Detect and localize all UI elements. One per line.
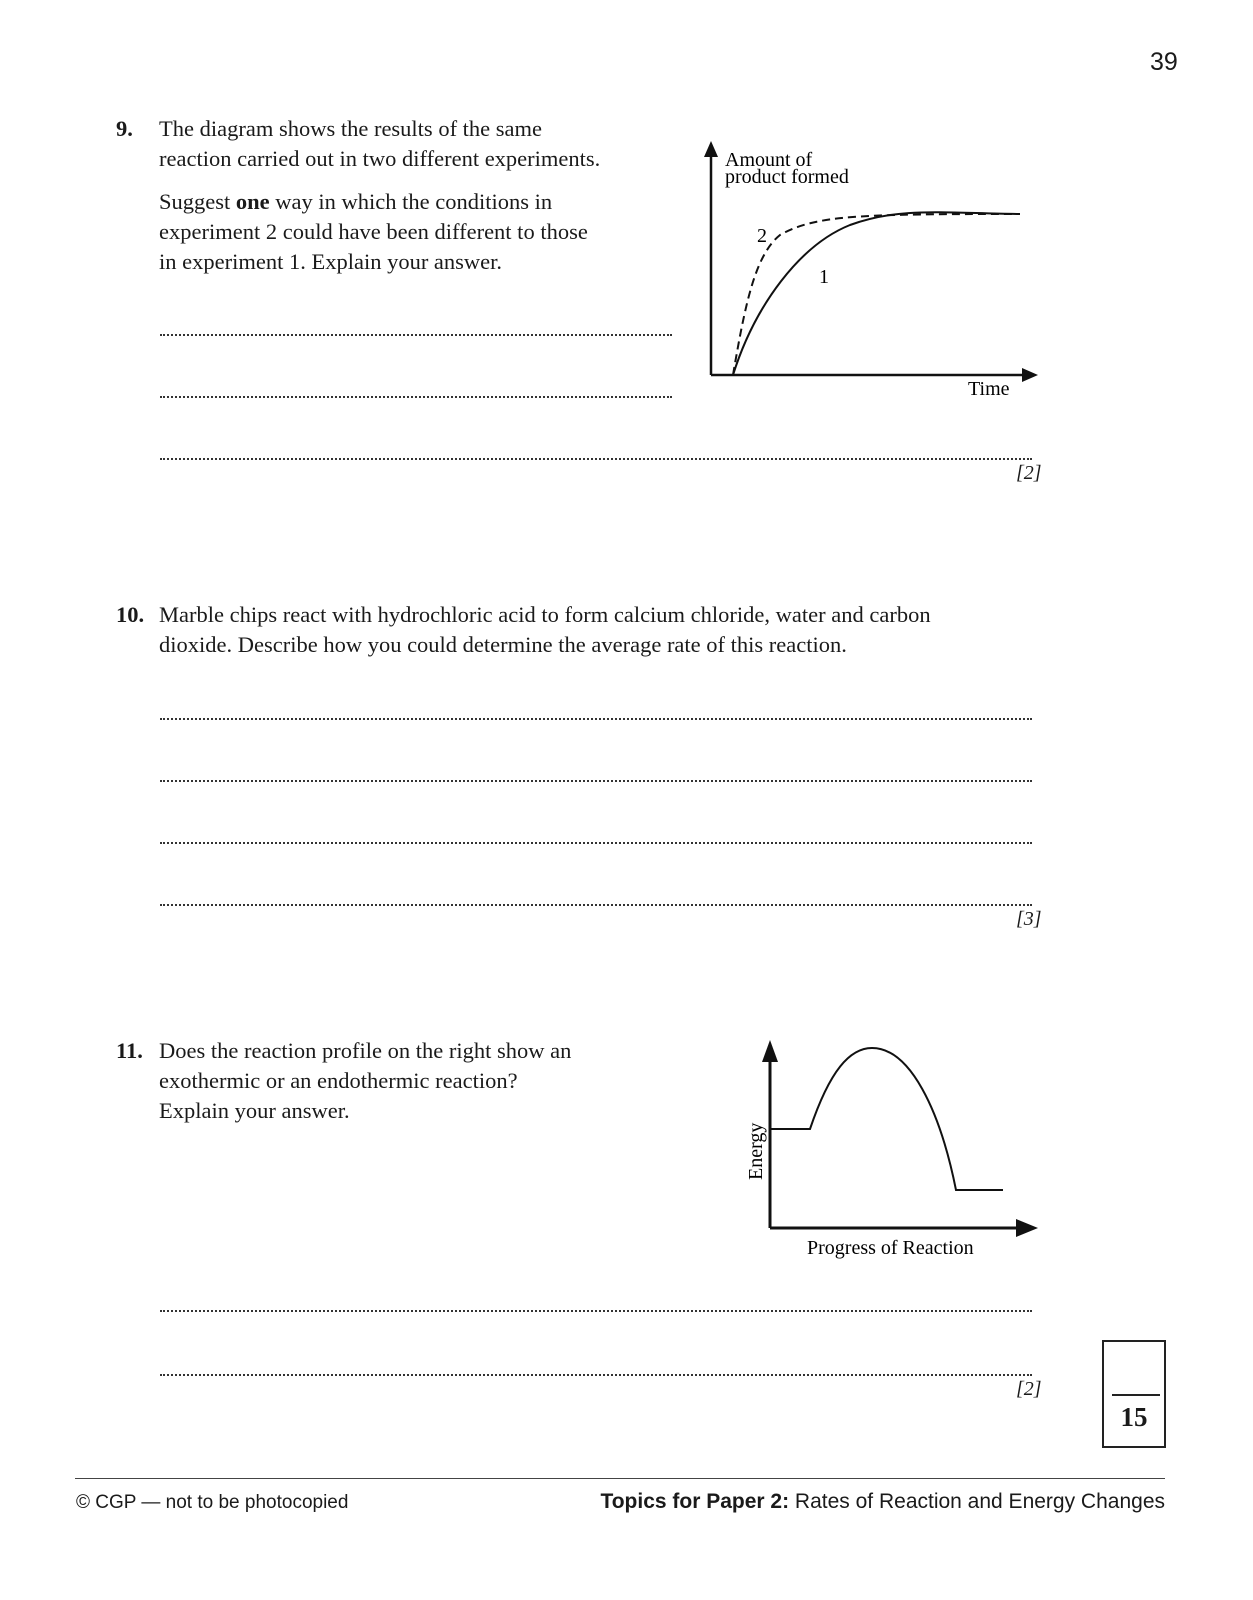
energy-profile (730, 1030, 1050, 1270)
score-divider (1112, 1394, 1160, 1396)
answer-line[interactable] (160, 1374, 1032, 1376)
score-total: 15 (1120, 1402, 1148, 1432)
question-9-line: The diagram shows the results of the same (159, 116, 543, 141)
x-axis-arrow-icon (1016, 1219, 1038, 1237)
answer-line[interactable] (160, 334, 672, 336)
marks-label: [2] (1016, 462, 1042, 484)
x-axis-label: Time (968, 378, 1010, 400)
question-11-line: Does the reaction profile on the right show an (159, 1038, 572, 1063)
question-11-line: exothermic or an endothermic reaction? (159, 1068, 518, 1093)
footer-copyright: © CGP — not to be photocopied (76, 1492, 349, 1513)
y-axis-arrow-icon (704, 141, 718, 157)
curve-experiment-1 (733, 212, 1020, 375)
page-number: 39 (1150, 48, 1178, 76)
question-10-line: Marble chips react with hydrochloric acid to form calcium chloride, water and carbon (159, 602, 931, 627)
question-9-instruction: Suggest one way in which the conditions in (159, 189, 553, 214)
x-axis-label: Progress of Reaction (807, 1237, 974, 1259)
curve-experiment-2 (733, 214, 1020, 375)
y-axis-label: Amount of (725, 149, 813, 171)
footer-section: Topics for Paper 2: Rates of Reaction and Energy Changes (600, 1490, 1165, 1513)
curve-label-2: 2 (757, 225, 767, 247)
y-axis-label: product formed (725, 166, 849, 188)
score-box[interactable] (1102, 1340, 1166, 1448)
question-10-number: 10. (116, 602, 145, 627)
curve-label-1: 1 (819, 266, 829, 288)
answer-line[interactable] (160, 842, 1032, 844)
reaction-profile-curve (770, 1048, 1003, 1190)
question-11-text (159, 1036, 571, 1126)
answer-line[interactable] (160, 904, 1032, 906)
question-9-number: 9. (116, 116, 133, 141)
question-9-text (159, 114, 600, 277)
question-9-line: in experiment 1. Explain your answer. (159, 249, 503, 274)
answer-line[interactable] (160, 458, 1032, 460)
y-axis-arrow-icon (762, 1040, 778, 1062)
question-9-line: experiment 2 could have been different to those (159, 219, 588, 244)
question-10-line: dioxide. Describe how you could determine the average rate of this reaction. (159, 632, 847, 657)
question-11-number: 11. (116, 1038, 143, 1063)
x-axis-arrow-icon (1022, 368, 1038, 382)
question-10-text (159, 600, 931, 660)
rate-graph (700, 135, 1050, 410)
answer-line[interactable] (160, 396, 672, 398)
answer-line[interactable] (160, 780, 1032, 782)
y-axis-label: Energy (745, 1122, 767, 1180)
question-11-line: Explain your answer. (159, 1098, 350, 1123)
answer-line[interactable] (160, 718, 1032, 720)
answer-line[interactable] (160, 1310, 1032, 1312)
footer-divider (75, 1478, 1165, 1479)
marks-label: [2] (1016, 1378, 1042, 1400)
marks-label: [3] (1016, 908, 1042, 930)
question-9-line: reaction carried out in two different experiments. (159, 146, 601, 171)
